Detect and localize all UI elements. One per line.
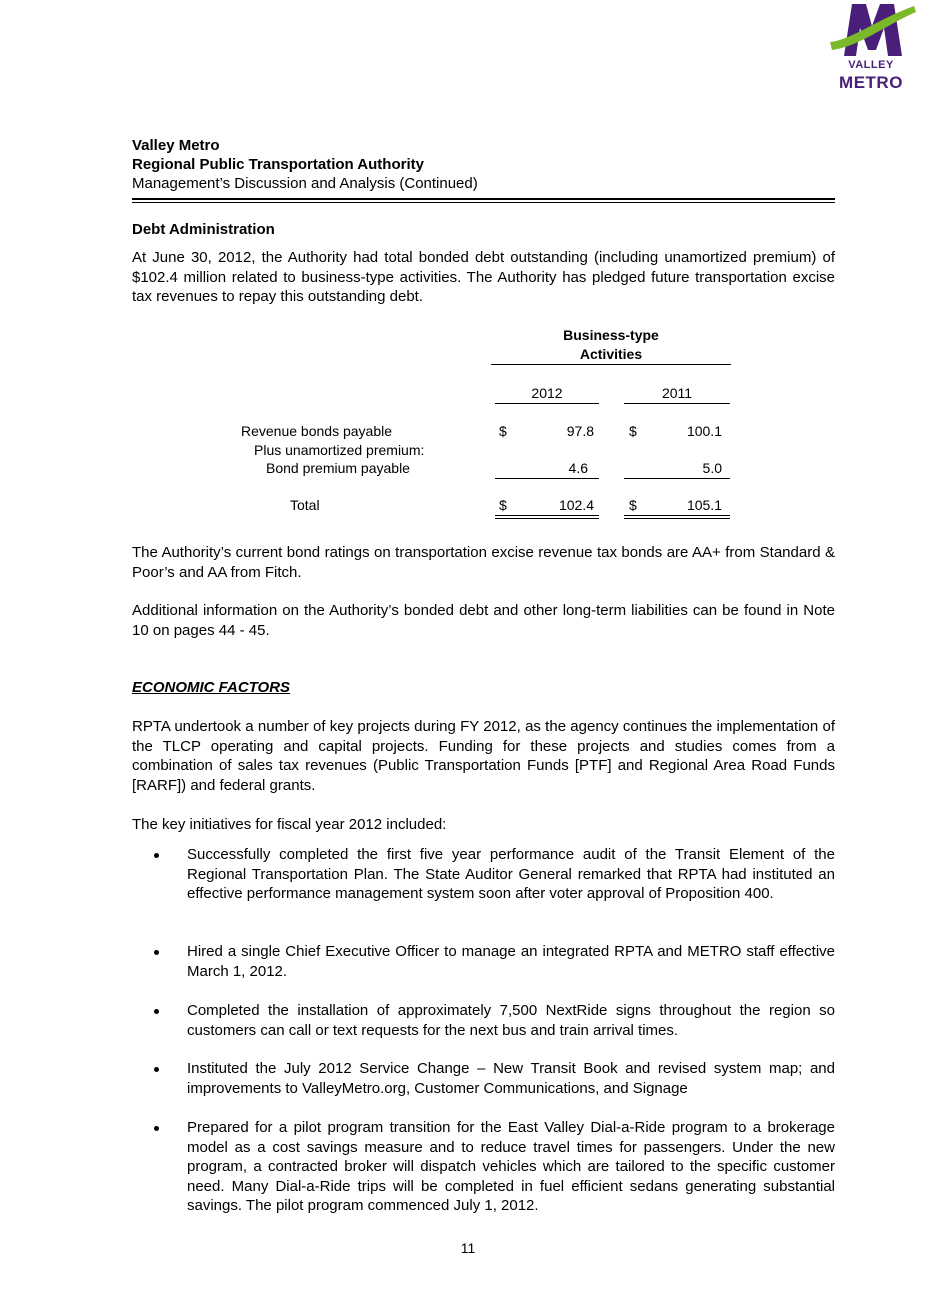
list-item-text: Completed the installation of approximately 7,500 NextRide signs throughout the region so customers can call or text requests for the next bus and train arrival times. [187, 1002, 835, 1039]
subtotal-underline-2011 [624, 478, 730, 479]
economic-factors-heading: ECONOMIC FACTORS [132, 679, 291, 696]
value-2012: 4.6 [568, 460, 588, 476]
value-2011-total: 105.1 [686, 497, 722, 513]
valley-metro-logo [826, 0, 916, 92]
col-2012-header-underline [495, 403, 599, 404]
group-header-underline [491, 364, 731, 365]
total-double-underline-2011-b [624, 518, 730, 519]
header-subtitle: Management’s Discussion and Analysis (Continued) [132, 175, 478, 192]
subtotal-underline-2012 [495, 478, 599, 479]
row-label-total: Total [290, 497, 320, 513]
table-group-header-line1: Business-type [563, 327, 659, 343]
org-name: Valley Metro [132, 137, 220, 154]
bullet-icon [154, 1126, 159, 1131]
row-label: Revenue bonds payable [241, 423, 393, 439]
value-2011: 5.0 [702, 460, 722, 476]
economic-intro-paragraph: RPTA undertook a number of key projects during FY 2012, as the agency continues the implementation of the TLCP operating and capital projects. Funding for these projects and studies comes from a combination of sales tax revenues (Public Transportation Funds [PTF] and Regional Area Road Funds [RARF]) and federal grants. [132, 718, 835, 794]
header-rule-thick [132, 198, 835, 200]
currency-symbol: $ [629, 423, 637, 439]
header-rule-thin [132, 202, 835, 203]
bullet-icon [154, 950, 159, 955]
total-double-underline-2012-a [495, 515, 599, 516]
bullet-icon [154, 1009, 159, 1014]
value-2011: 100.1 [686, 423, 722, 439]
logo-line-metro: METRO [839, 73, 903, 92]
currency-symbol: $ [629, 497, 637, 513]
list-item-text: Hired a single Chief Executive Officer to manage an integrated RPTA and METRO staff effective March 1, 2012. [187, 943, 835, 980]
list-item-text: Prepared for a pilot program transition for the East Valley Dial-a-Ride program to a brokerage model as a cost savings measure and to reduce travel times for passengers. Under the new program, a contracted broker will dispatch vehicles which are tailored to the specific customer need. Many Dial-a-Ride trips will be completed in fuel efficient sedans generating substantial savings. The pilot program commenced July 1, 2012. [187, 1119, 835, 1214]
bullet-icon [154, 853, 159, 858]
debt-heading: Debt Administration [132, 221, 275, 238]
debt-intro-paragraph: At June 30, 2012, the Authority had total bonded debt outstanding (including unamortized premium) of $102.4 million related to business-type activities. The Authority has pledged future transportation excise tax revenues to repay this outstanding debt. [132, 249, 835, 305]
currency-symbol: $ [499, 497, 507, 513]
bullet-icon [154, 1067, 159, 1072]
column-header-2012: 2012 [531, 385, 563, 401]
total-double-underline-2012-b [495, 518, 599, 519]
value-2012-total: 102.4 [558, 497, 594, 513]
logo-line-valley: VALLEY [848, 59, 894, 71]
row-label: Plus unamortized premium: [254, 442, 425, 458]
currency-symbol: $ [499, 423, 507, 439]
ratings-paragraph: The Authority’s current bond ratings on transportation excise revenue tax bonds are AA+ from Standard & Poor’s and AA from Fitch. [132, 544, 835, 581]
authority-name: Regional Public Transportation Authority [132, 156, 424, 173]
col-2011-header-underline [624, 403, 730, 404]
additional-info-paragraph: Additional information on the Authority’s bonded debt and other long-term liabilities can be found in Note 10 on pages 44 - 45. [132, 602, 835, 639]
list-item-text: Instituted the July 2012 Service Change – New Transit Book and revised system map; and improvements to ValleyMetro.org, Customer Communications, and Signage [187, 1060, 835, 1097]
list-item-text: Successfully completed the first five year performance audit of the Transit Element of the Regional Transportation Plan. The State Auditor General remarked that RPTA had instituted an effective performance management system soon after voter approval of Proposition 400. [187, 846, 835, 902]
valley-metro-m-icon [826, 0, 916, 60]
initiatives-intro: The key initiatives for fiscal year 2012 included: [132, 816, 447, 833]
value-2012: 97.8 [566, 423, 594, 439]
table-group-header-line2: Activities [579, 346, 643, 362]
total-double-underline-2011-a [624, 515, 730, 516]
column-header-2011: 2011 [661, 385, 693, 401]
page-number: 11 [460, 1240, 476, 1256]
row-label: Bond premium payable [266, 460, 410, 476]
